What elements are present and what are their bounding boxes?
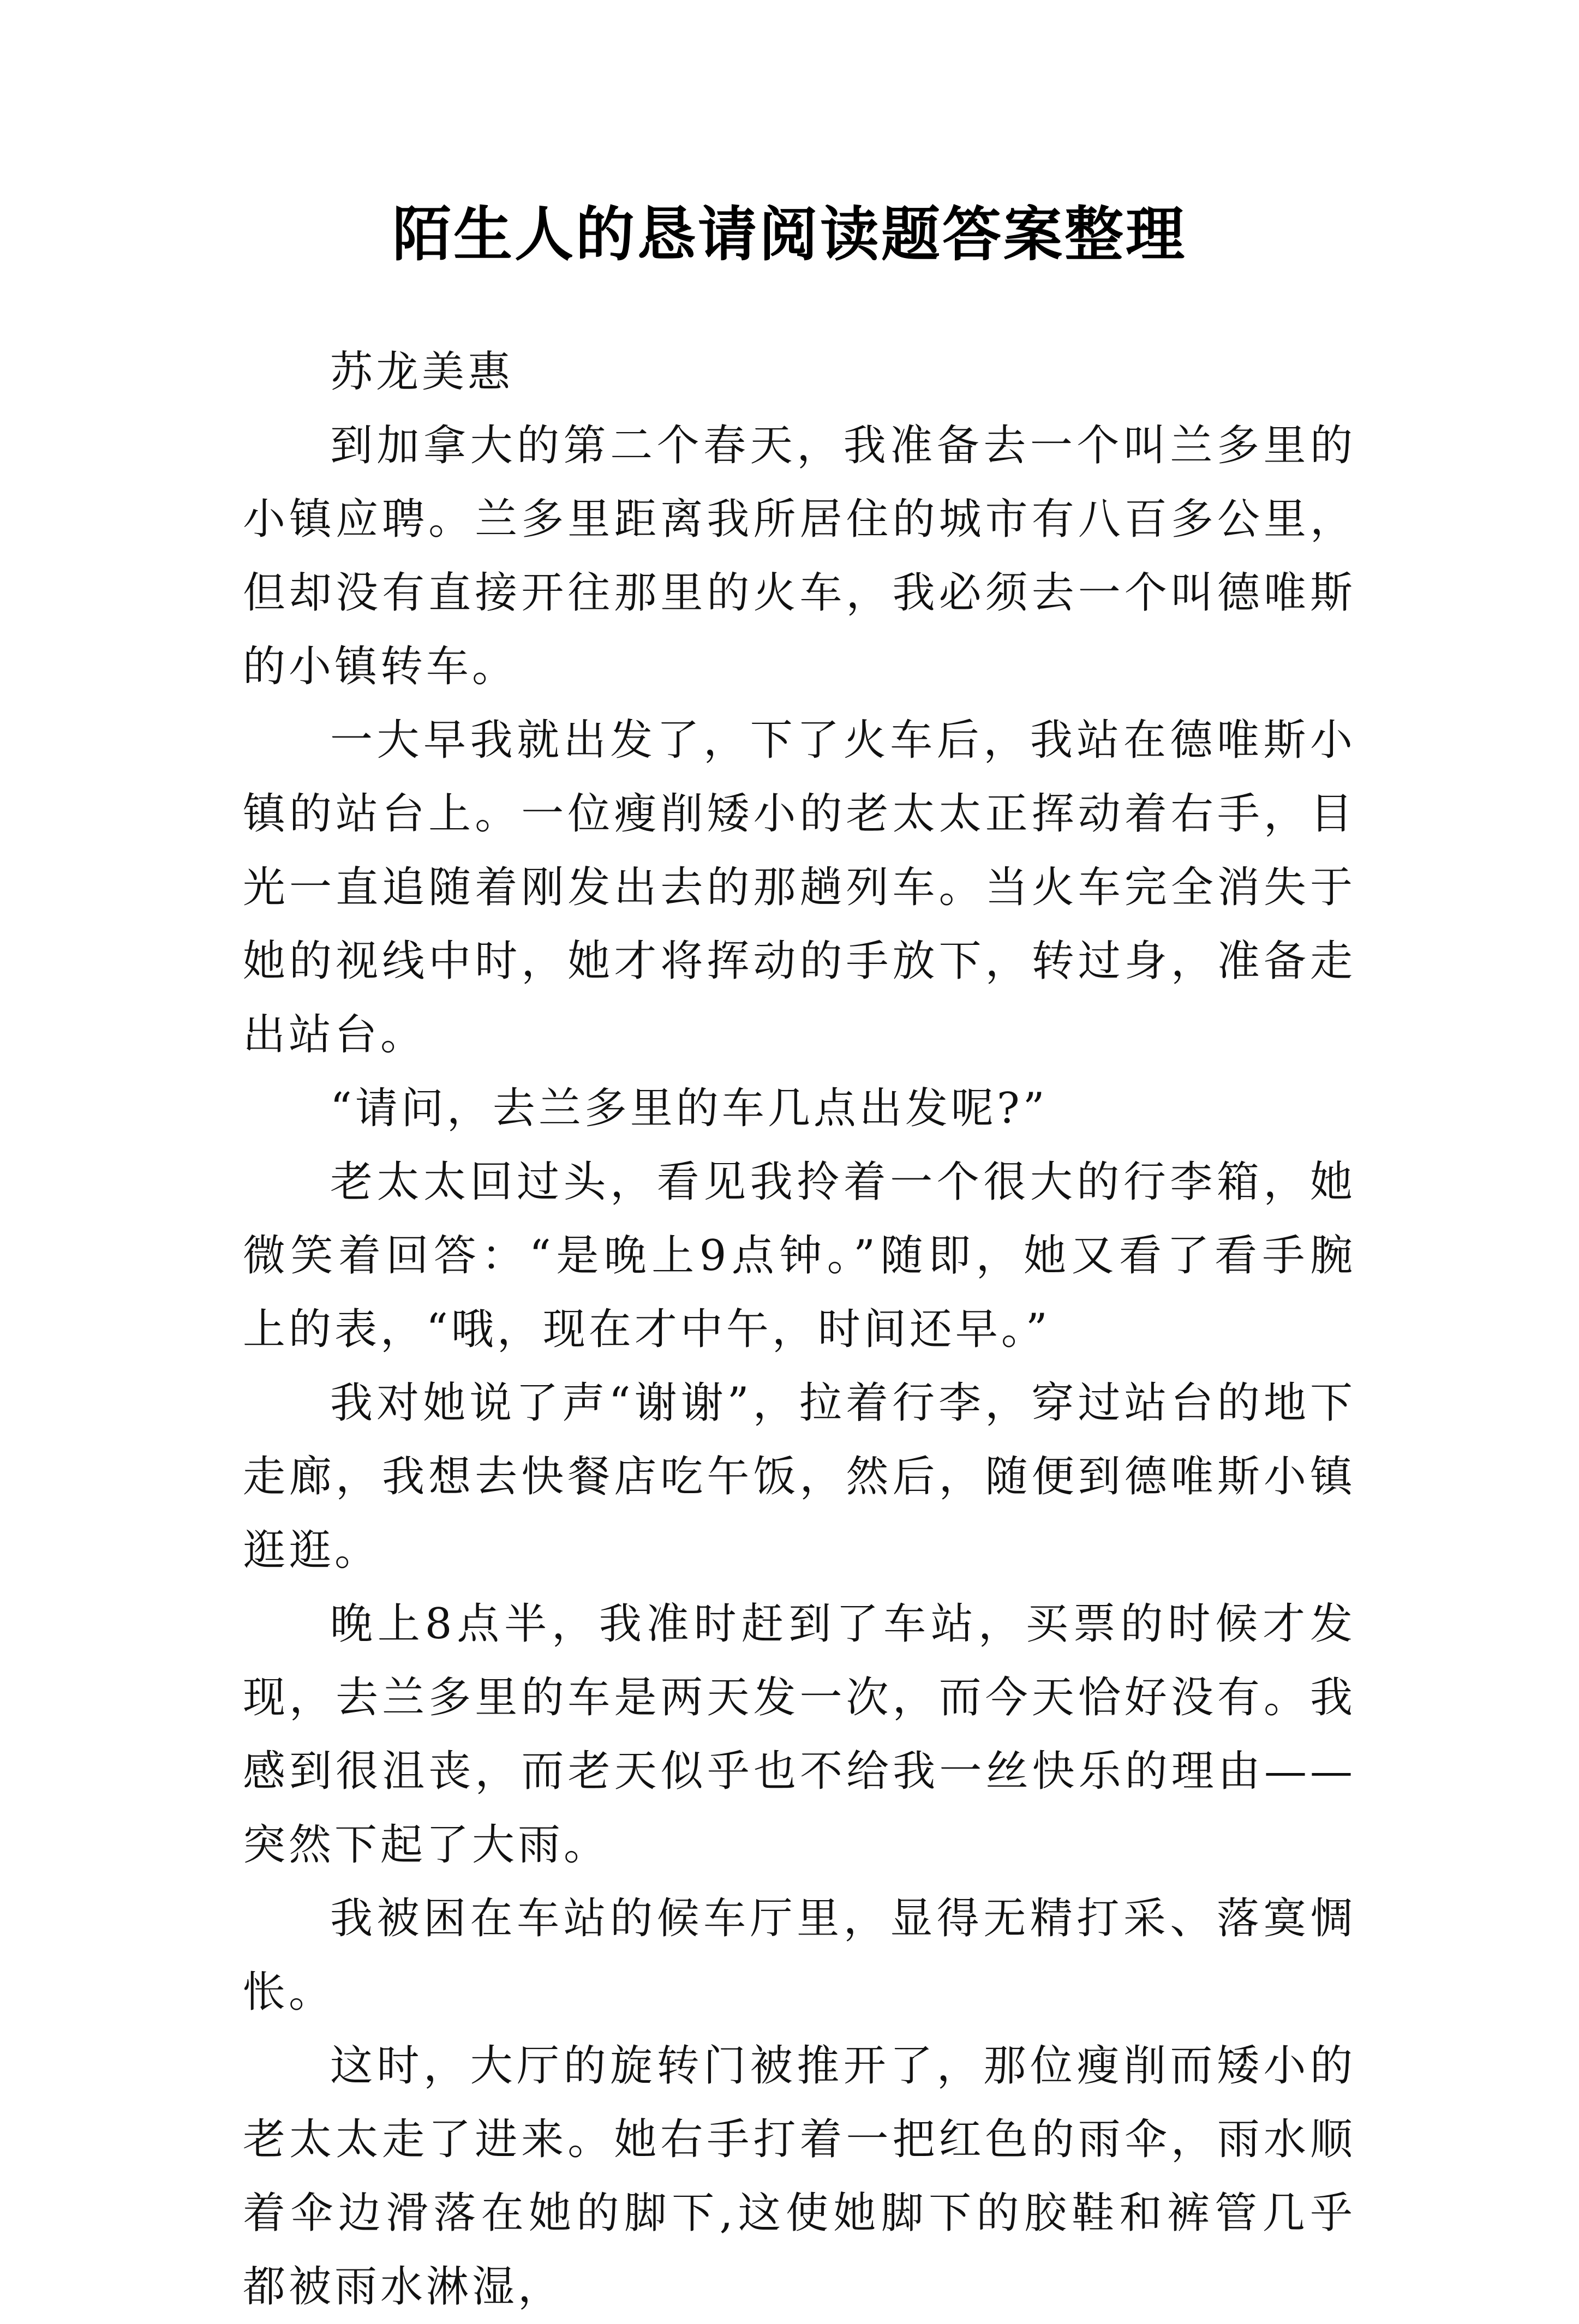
document-title: 陌生人的恳请阅读题答案整理: [392, 200, 1187, 269]
paragraph: 一大早我就出发了，下了火车后，我站在德唯斯小镇的站台上。一位瘦削矮小的老太太正挥动着右手，目光一直追随着刚发出去的那趟列车。当火车完全消失于她的视线中时，她才将挥动的手放下，转过身，准备走出站台。: [243, 716, 1356, 1059]
author-line: 苏龙美惠: [330, 348, 514, 397]
paragraph: “请问，去兰多里的车几点出发呢?”: [330, 1084, 1048, 1133]
document-body: [243, 336, 1356, 2324]
paragraph: 这时，大厅的旋转门被推开了，那位瘦削而矮小的老太太走了进来。她右手打着一把红色的雨伞，雨水顺着伞边滑落在她的脚下,这使她脚下的胶鞋和裤管几乎都被雨水淋湿，: [243, 2041, 1356, 2311]
paragraph: 晚上8点半，我准时赶到了车站，买票的时候才发现，去兰多里的车是两天发一次，而今天恰好没有。我感到很沮丧，而老天似乎也不给我一丝快乐的理由——突然下起了大雨。: [243, 1600, 1356, 1870]
paragraph: 我被困在车站的候车厅里，显得无精打采、落寞惆怅。: [243, 1894, 1356, 2017]
paragraph: 老太太回过头，看见我拎着一个很大的行李箱，她微笑着回答：“是晚上9点钟。”随即，她又看了看手腕上的表，“哦，现在才中午，时间还早。”: [243, 1158, 1356, 1354]
paragraph: 我对她说了声“谢谢”，拉着行李，穿过站台的地下走廊，我想去快餐店吃午饭，然后，随便到德唯斯小镇逛逛。: [243, 1379, 1356, 1575]
paragraph: 到加拿大的第二个春天，我准备去一个叫兰多里的小镇应聘。兰多里距离我所居住的城市有八百多公里，但却没有直接开往那里的火车，我必须去一个叫德唯斯的小镇转车。: [243, 421, 1356, 691]
